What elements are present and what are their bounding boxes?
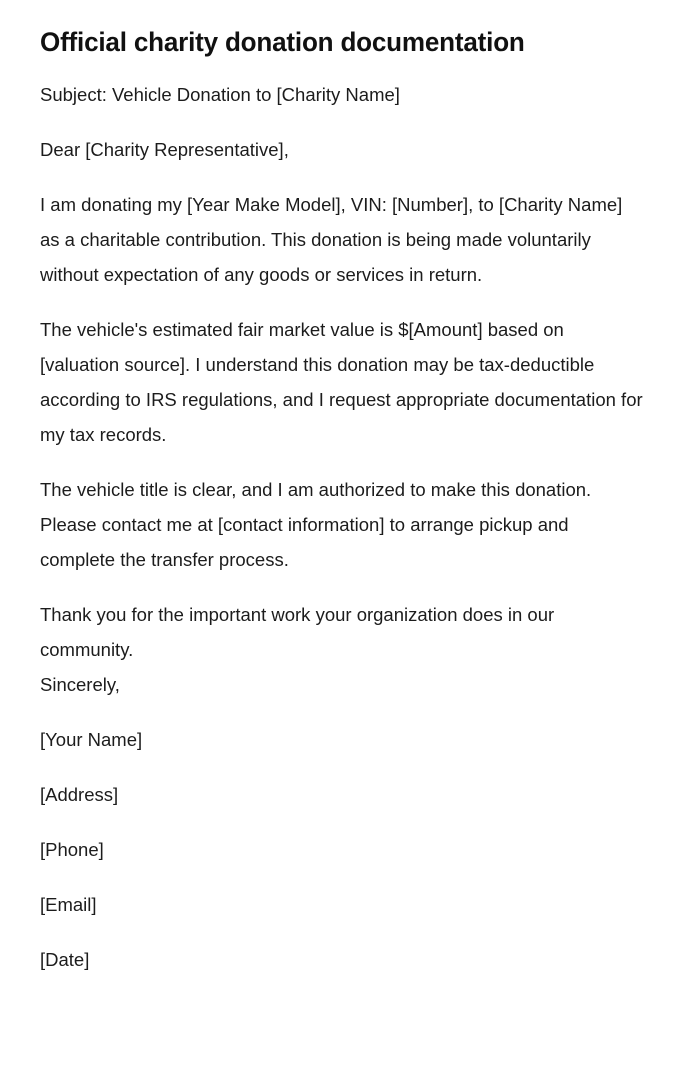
paragraph-subject: Subject: Vehicle Donation to [Charity Name]	[40, 84, 400, 105]
signoff-block	[40, 667, 660, 977]
signoff-closing: Sincerely,	[40, 674, 120, 695]
paragraph-thank-you: Thank you for the important work your organization does in our community.	[40, 604, 555, 660]
paragraph-salutation: Dear [Charity Representative],	[40, 139, 289, 160]
signoff-address: [Address]	[40, 784, 119, 805]
document-body	[40, 77, 660, 667]
page-title: Official charity donation documentation	[40, 27, 525, 57]
signoff-name: [Your Name]	[40, 729, 143, 750]
signoff-date: [Date]	[40, 949, 90, 970]
paragraph-title-transfer: The vehicle title is clear, and I am authorized to make this donation. Please contact me at [contact information] to arrange pickup and complete the transfer process.	[40, 479, 592, 570]
paragraph-donation-statement: I am donating my [Year Make Model], VIN: [Number], to [Charity Name] as a charitable contribution. This donation is being made voluntarily without expectation of any goods or services in return.	[40, 194, 623, 285]
paragraph-valuation: The vehicle's estimated fair market value is $[Amount] based on [valuation source]. I understand this donation may be tax-deductible according to IRS regulations, and I request appropriate documentation for my tax records.	[40, 319, 643, 445]
signoff-phone: [Phone]	[40, 839, 104, 860]
signoff-email: [Email]	[40, 894, 97, 915]
